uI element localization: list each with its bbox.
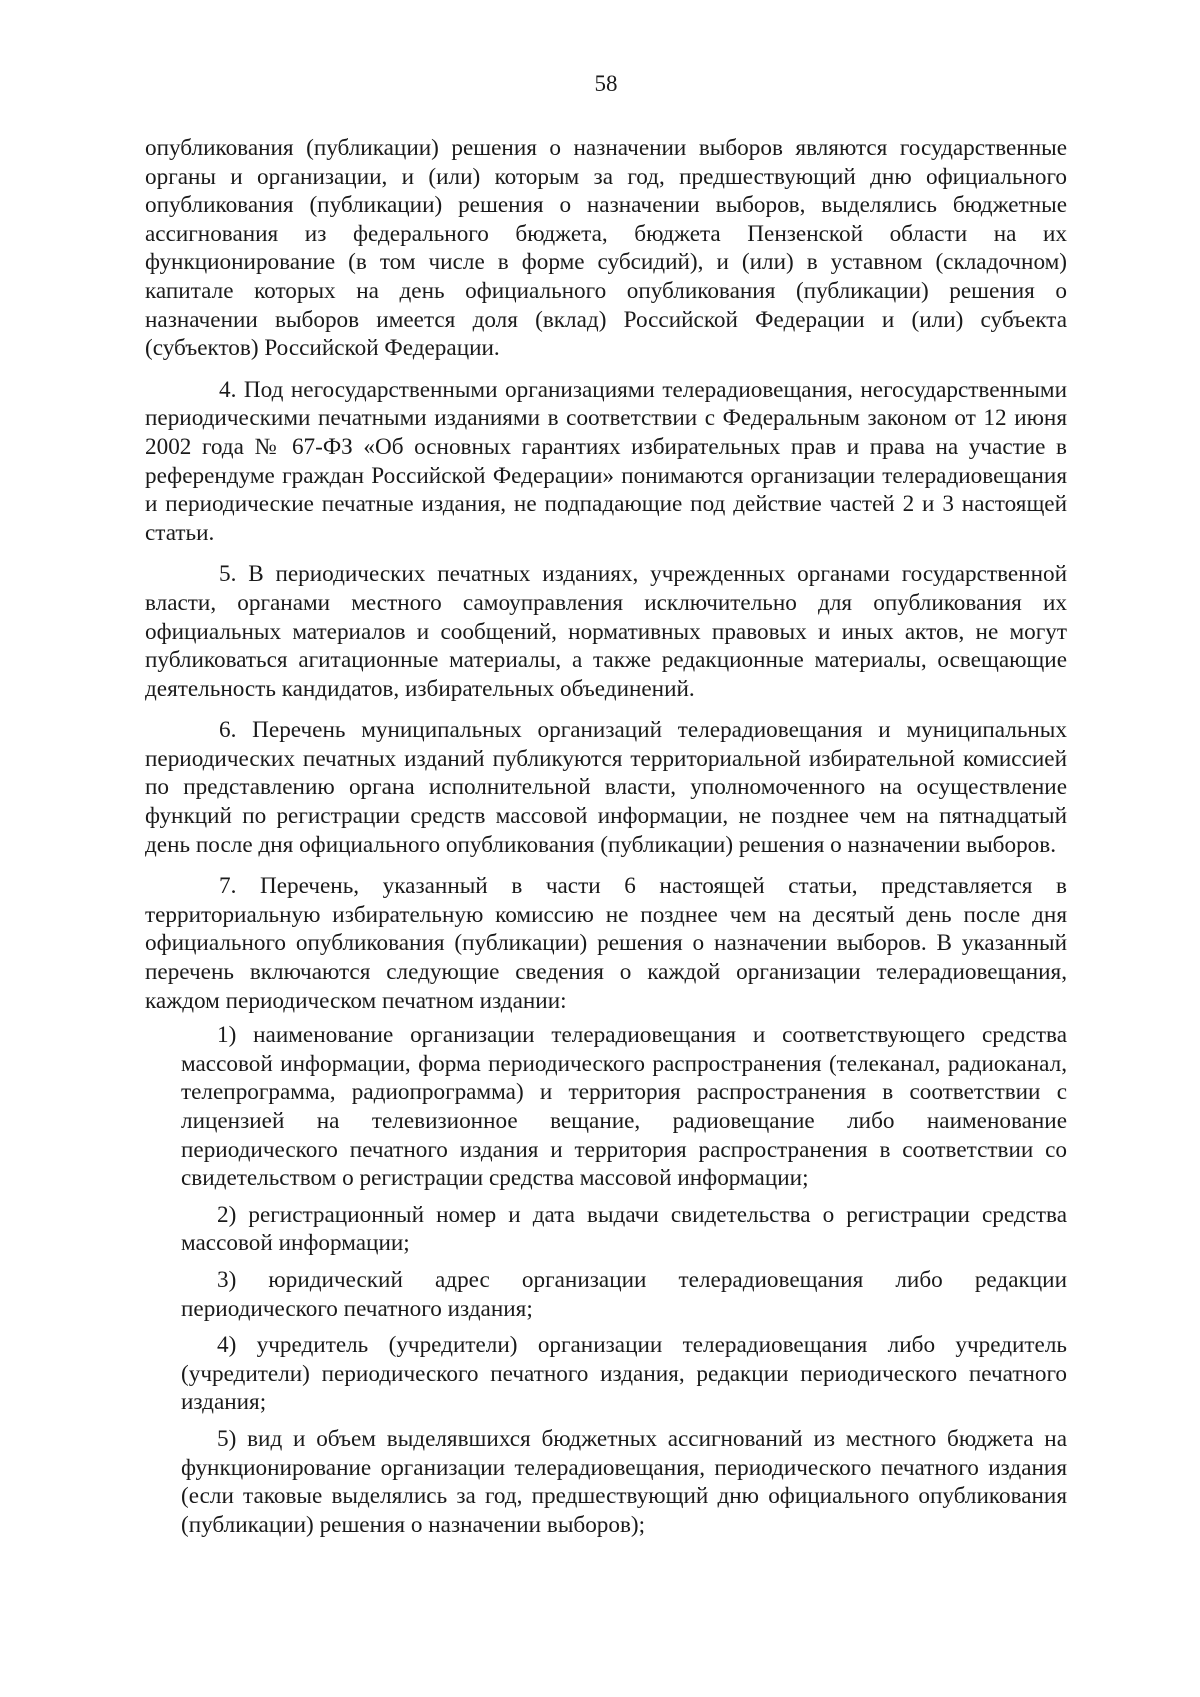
paragraph-item-5: 5. В периодических печатных изданиях, учрежденных органами государственной власти, органами местного самоуправления исключительно для опубликования их официальных материалов и сообщений, нормативных правовых и иных актов, не могут публиковаться агитационные материалы, а также редакционные материалы, освещающие деятельность кандидатов, избирательных объединений.: [145, 561, 1067, 702]
subitem-1: 1) наименование организации телерадиовещания и соответствующего средства массовой информации, форма периодического распространения (телеканал, радиоканал, телепрограмма, радиопрограмма) и территория распространения в соответствии с лицензией на телевизионное вещание, радиовещание либо наименование периодического печатного издания и территория распространения в соответствии со свидетельством о регистрации средства массовой информации;: [181, 1022, 1067, 1192]
subitem-list: [145, 1021, 1067, 1539]
paragraph-item-6: 6. Перечень муниципальных организаций телерадиовещания и муниципальных периодических печатных изданий публикуются территориальной избирательной комиссией по представлению органа исполнительной власти, уполномоченного на осуществление функций по регистрации средств массовой информации, не позднее чем на пятнадцатый день после дня официального опубликования (публикации) решения о назначении выборов.: [145, 717, 1067, 858]
subitem-5: 5) вид и объем выделявшихся бюджетных ассигнований из местного бюджета на функционирование организации телерадиовещания, периодического печатного издания (если таковые выделялись за год, предшествующий дню официального опубликования (публикации) решения о назначении выборов);: [181, 1425, 1067, 1538]
document-page: [145, 70, 1067, 1539]
subitem-2: 2) регистрационный номер и дата выдачи свидетельства о регистрации средства массовой информации;: [181, 1201, 1067, 1257]
paragraph-item-4: 4. Под негосударственными организациями телерадиовещания, негосударственными периодическими печатными изданиями в соответствии с Федеральным законом от 12 июня 2002 года № 67-ФЗ «Об основных гарантиях избирательных прав и права на участие в референдуме граждан Российской Федерации» понимаются организации телерадиовещания и периодические печатные издания, не подпадающие под действие частей 2 и 3 настоящей статьи.: [145, 376, 1067, 546]
page-number: 58: [594, 71, 618, 96]
subitem-3: 3) юридический адрес организации телерадиовещания либо редакции периодического печатного издания;: [181, 1266, 1067, 1322]
paragraph-continuation: опубликования (публикации) решения о назначении выборов являются государственные органы и организации, и (или) которым за год, предшествующий дню официального опубликования (публикации) решения о назначении выборов, выделялись бюджетные ассигнования из федерального бюджета, бюджета Пензенской области на их функционирование (в том числе в форме субсидий), и (или) в уставном (складочном) капитале которых на день официального опубликования (публикации) решения о назначении выборов имеется доля (вклад) Российской Федерации и (или) субъекта (субъектов) Российской Федерации.: [145, 135, 1067, 362]
subitem-4: 4) учредитель (учредители) организации телерадиовещания либо учредитель (учредители) периодического печатного издания, редакции периодического печатного издания;: [181, 1332, 1067, 1416]
paragraph-item-7: 7. Перечень, указанный в части 6 настоящей статьи, представляется в территориальную избирательную комиссию не позднее чем на десятый день после дня официального опубликования (публикации) решения о назначении выборов. В указанный перечень включаются следующие сведения о каждой организации телерадиовещания, каждом периодическом печатном издании:: [145, 873, 1067, 1014]
